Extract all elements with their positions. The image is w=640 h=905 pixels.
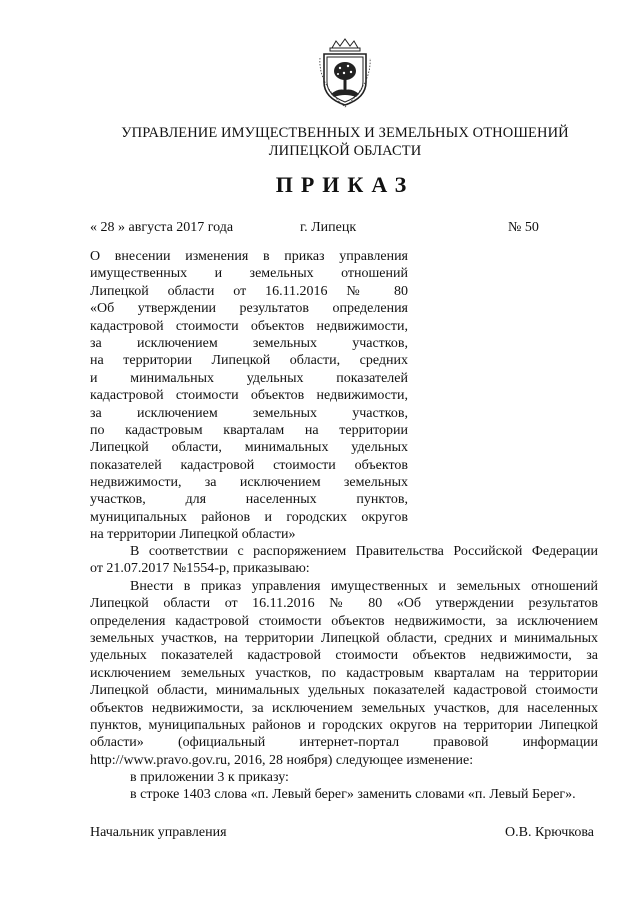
subject-line: имущественных и земельных отношений [90,266,408,282]
subject-line: Липецкой области, минимальных удельных [90,440,408,456]
subject-line: на территории Липецкой области, средних [90,353,408,369]
order-date: « 28 » августа 2017 года [90,220,234,235]
body-line: пунктов, муниципальных районов и городских округов на территории Липецкой [90,717,598,733]
subject-line: за исключением земельных участков, [90,405,408,421]
subject-line: и минимальных удельных показателей [90,370,408,386]
subject-line: участков, для населенных пунктов, [90,492,408,508]
body-line: объектов недвижимости, за исключением земельных участков, для населенных [90,700,598,716]
organization-name-line-2: ЛИПЕЦКОЙ ОБЛАСТИ [268,143,422,159]
subject-line: по кадастровым кварталам на территории [90,422,408,438]
order-city: г. Липецк [300,220,357,235]
subject-line: муниципальных районов и городских округов [90,509,408,525]
body-line: удельных показателей кадастровой стоимости объектов недвижимости, за [90,648,598,664]
order-subject [90,248,408,544]
subject-line: кадастровой стоимости объектов недвижимости, [90,388,408,404]
subject-line: на территории Липецкой области» [90,527,296,543]
body-line: Липецкой области от 16.11.2016 № 80 «Об утверждении результатов [90,596,598,612]
signatory-name: О.В. Крючкова [505,825,594,840]
subject-line: за исключением земельных участков, [90,335,408,351]
body-line: Внести в приказ управления имущественных и земельных отношений [130,578,598,594]
subject-line: недвижимости, за исключением земельных [90,475,408,491]
body-line: исключением земельных участков, по кадастровым кварталам на территории [90,665,598,681]
subject-line: «Об утверждении результатов определения [90,301,408,317]
body-line: В соответствии с распоряжением Правительства Российской Федерации [130,544,598,559]
order-number: № 50 [508,220,539,235]
subject-line: показателей кадастровой стоимости объектов [90,457,408,473]
organization-name-line-1: УПРАВЛЕНИЕ ИМУЩЕСТВЕННЫХ И ЗЕМЕЛЬНЫХ ОТНОШЕНИЙ [121,125,569,141]
body-line: определения кадастровой стоимости объектов недвижимости, за исключением [90,613,598,629]
subject-line: О внесении изменения в приказ управления [90,249,408,264]
coat-of-arms-icon [318,38,372,108]
subject-line: кадастровой стоимости объектов недвижимости, [90,318,408,334]
body-line: Липецкой области, минимальных удельных показателей кадастровой стоимости [90,683,598,699]
document-title: ПРИКАЗ [275,172,415,197]
body-line: в приложении 3 к приказу: [130,770,289,786]
body-line: области» (официальный интернет-портал правовой информации [90,735,598,751]
body-line: земельных участков, на территории Липецкой области, средних и минимальных [90,630,598,646]
body-line: http://www.pravo.gov.ru, 2016, 28 ноября) следующее изменение: [90,752,474,768]
organization-header [90,124,600,160]
body-line: от 21.07.2017 №1554-р, приказываю: [90,561,310,577]
subject-line: Липецкой области от 16.11.2016 № 80 [90,283,408,299]
signatory-position: Начальник управления [90,825,227,840]
body-line: в строке 1403 слова «п. Левый берег» заменить словами «п. Левый Берег». [130,787,576,803]
order-body [90,543,598,804]
